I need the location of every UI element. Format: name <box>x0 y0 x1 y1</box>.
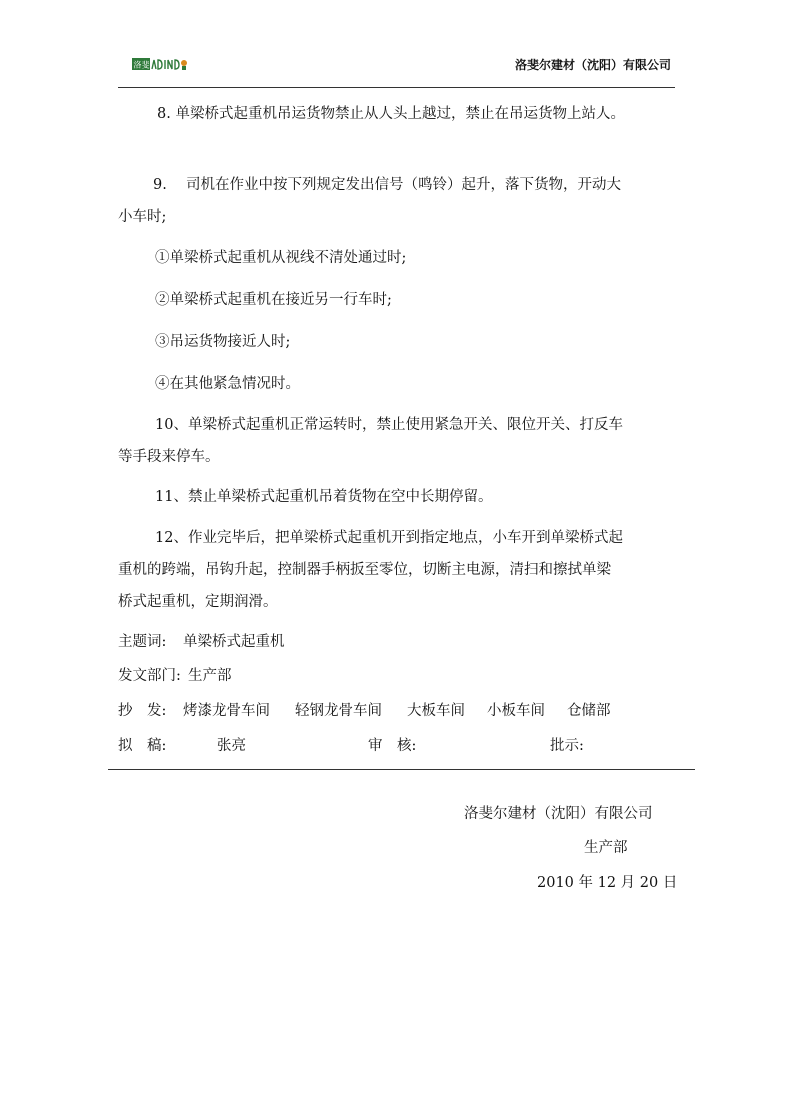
cc-item: 大板车间 <box>407 703 465 719</box>
item-9-line-2: 小车时; <box>118 209 167 225</box>
cc-label: 抄 发: <box>118 703 167 719</box>
signature-company: 洛斐尔建材（沈阳）有限公司 <box>464 806 653 822</box>
cc-item: 小板车间 <box>487 703 545 719</box>
item-10-line-1: 10、单梁桥式起重机正常运转时，禁止使用紧急开关、限位开关、打反车 <box>155 417 623 433</box>
logo-text: 洛斐尔 <box>133 60 158 70</box>
item-10-line-2: 等手段来停车。 <box>118 449 220 465</box>
item-9-sub-4: ④在其他紧急情况时。 <box>155 376 300 392</box>
dept-label: 发文部门: <box>118 668 181 684</box>
signature-date: 2010 年 12 月 20 日 <box>537 875 678 891</box>
cc-item: 轻钢龙骨车间 <box>295 703 382 719</box>
draft-value: 张亮 <box>217 738 246 754</box>
item-9-sub-2: ②单梁桥式起重机在接近另一行车时; <box>155 292 392 308</box>
dept-value: 生产部 <box>188 668 232 684</box>
approve-label: 批示: <box>550 738 584 754</box>
header-divider <box>118 87 675 88</box>
item-8: 8. 单梁桥式起重机吊运货物禁止从人头上越过，禁止在吊运货物上站人。 <box>157 106 625 122</box>
item-9-line-1: 9. 司机在作业中按下列规定发出信号（鸣铃）起升，落下货物，开动大 <box>153 177 621 193</box>
item-11: 11、禁止单梁桥式起重机吊着货物在空中长期停留。 <box>155 489 493 505</box>
draft-label: 拟 稿: <box>118 738 167 754</box>
header-company-name: 洛斐尔建材（沈阳）有限公司 <box>514 58 671 72</box>
item-9-sub-3: ③吊运货物接近人时; <box>155 334 291 350</box>
meta-divider <box>108 769 695 770</box>
company-logo <box>132 57 188 71</box>
item-9-sub-1: ①单梁桥式起重机从视线不清处通过时; <box>155 250 407 266</box>
subject-value: 单梁桥式起重机 <box>183 634 285 650</box>
cc-item: 仓储部 <box>567 703 611 719</box>
subject-label: 主题词: <box>118 634 167 650</box>
signature-dept: 生产部 <box>584 840 628 856</box>
item-12-line-1: 12、作业完毕后，把单梁桥式起重机开到指定地点，小车开到单梁桥式起 <box>155 530 623 546</box>
item-12-line-2: 重机的跨端，吊钩升起，控制器手柄扳至零位，切断主电源，清扫和擦拭单梁 <box>118 562 611 578</box>
cc-item: 烤漆龙骨车间 <box>183 703 270 719</box>
review-label: 审 核: <box>368 738 417 754</box>
item-12-line-3: 桥式起重机，定期润滑。 <box>118 594 278 610</box>
